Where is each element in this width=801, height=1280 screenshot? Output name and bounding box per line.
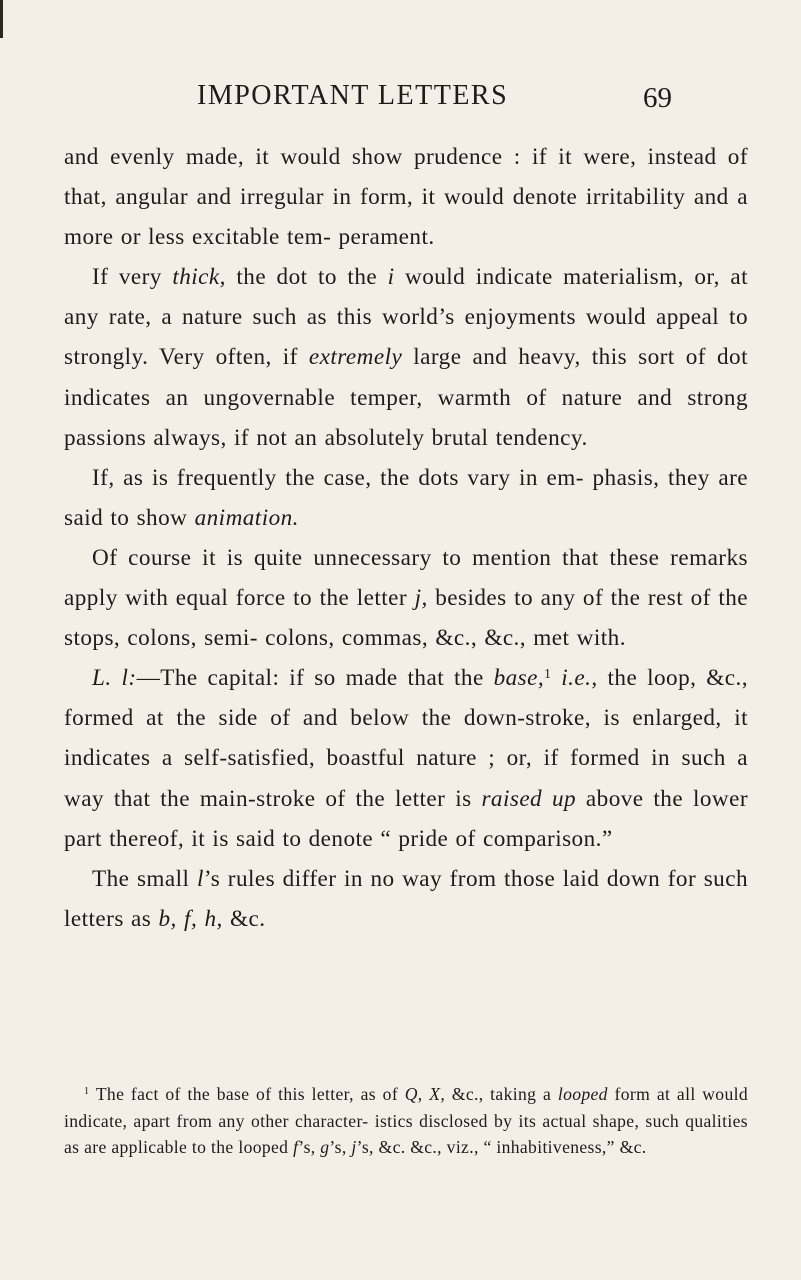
- footnote-text-4: ’s,: [298, 1137, 321, 1157]
- paragraph-3-emphasis-1: animation.: [194, 504, 299, 531]
- paragraph-5-text-1: —The capital: if so made that the: [136, 665, 494, 692]
- paragraph-2-emphasis-3: extremely: [308, 344, 403, 371]
- footnote-emphasis-2: looped: [557, 1084, 608, 1104]
- paragraph-2-emphasis-2: i: [387, 264, 395, 291]
- paragraph-5-emphasis-2: base,: [493, 665, 545, 692]
- paragraph-4-text-2: besides to any of the rest of the stops, colons, semi- colons, commas, &c., &c., met with.: [64, 585, 749, 652]
- footnote-emphasis-1: Q, X,: [404, 1084, 446, 1104]
- paragraph-5-text-3: the loop, &c., formed at the side of and below the down-stroke, is enlarged, it indicates a self-satisfied, boastful nature ; or, if formed in such a way that the main-stroke of the letter is: [64, 665, 748, 812]
- paragraph-6-text-1: The small: [92, 865, 197, 892]
- paragraph-3-text-1: If, as is frequently the case, the dots vary in em- phasis, they are said to show: [64, 464, 748, 531]
- paragraph-6-text-3: &c.: [222, 905, 266, 932]
- paragraph-2: [64, 257, 748, 457]
- paragraph-5: [64, 658, 748, 858]
- paragraph-4-emphasis-1: j,: [414, 585, 428, 612]
- paragraph-6-emphasis-1: l: [196, 865, 204, 892]
- paragraph-2-text-3: would indicate materialism, or, at any rate, a nature such as this world’s enjoyments would appeal to strongly. Very often, if: [64, 264, 748, 371]
- footnote-text-5: ’s,: [329, 1137, 352, 1157]
- running-head: IMPORTANT LETTERS: [197, 80, 509, 111]
- page-edge-mark: [0, 0, 3, 38]
- page-header: [0, 74, 801, 118]
- footnote-reference: 1: [544, 665, 552, 681]
- paragraph-6-emphasis-2: b, f, h,: [158, 905, 223, 932]
- paragraph-5-text-2: [551, 665, 561, 691]
- footnote-text-3: form at all would indicate, apart from any other character- istics disclosed by its actual shape, such qualities as are applicable to the looped: [64, 1084, 748, 1157]
- paragraph-2-text-1: If very: [92, 264, 173, 291]
- paragraph-4: [64, 538, 748, 658]
- paragraph-2-text-2: the dot to the: [225, 264, 388, 291]
- paragraph-1: [64, 137, 748, 257]
- footnote-text-6: ’s, &c. &c., viz., “ inhabitiveness,” &c.: [356, 1137, 647, 1157]
- footnote-emphasis-4: g: [320, 1137, 330, 1157]
- footnote-marker: 1: [84, 1086, 90, 1098]
- footnote-emphasis-3: f: [293, 1137, 299, 1157]
- footnote-text: [64, 1081, 748, 1161]
- body-text: [64, 137, 748, 939]
- footnote: [64, 1081, 748, 1161]
- paragraph-5-emphasis-1: L. l:: [92, 665, 137, 692]
- paragraph-5-emphasis-3: i.e.,: [561, 665, 598, 692]
- paragraph-5-emphasis-4: raised up: [481, 785, 577, 812]
- paragraph-3: [64, 458, 748, 538]
- paragraph-6-text-2: ’s rules differ in no way from those laid down for such letters as: [64, 865, 748, 932]
- paragraph-2-emphasis-1: thick,: [172, 264, 226, 291]
- paragraph-2-text-4: large and heavy, this sort of dot indicates an ungovernable temper, warmth of nature and strong passions always, if not an absolutely brutal tendency.: [64, 344, 748, 451]
- paragraph-6: [64, 859, 748, 939]
- footnote-emphasis-5: j: [351, 1137, 357, 1157]
- paragraph-5-text-4: above the lower part thereof, it is said to denote “ pride of comparison.”: [64, 785, 748, 852]
- paragraph-1-text: and evenly made, it would show prudence : if it were, instead of that, angular and irregular in form, it would denote irritability and a more or less excitable tem- perament.: [64, 144, 748, 251]
- page-number: 69: [643, 82, 672, 114]
- footnote-text-1: The fact of the base of this letter, as of: [89, 1084, 405, 1104]
- paragraph-4-text-1: Of course it is quite unnecessary to mention that these remarks apply with equal force to the letter: [64, 544, 748, 612]
- footnote-text-2: &c., taking a: [445, 1084, 558, 1104]
